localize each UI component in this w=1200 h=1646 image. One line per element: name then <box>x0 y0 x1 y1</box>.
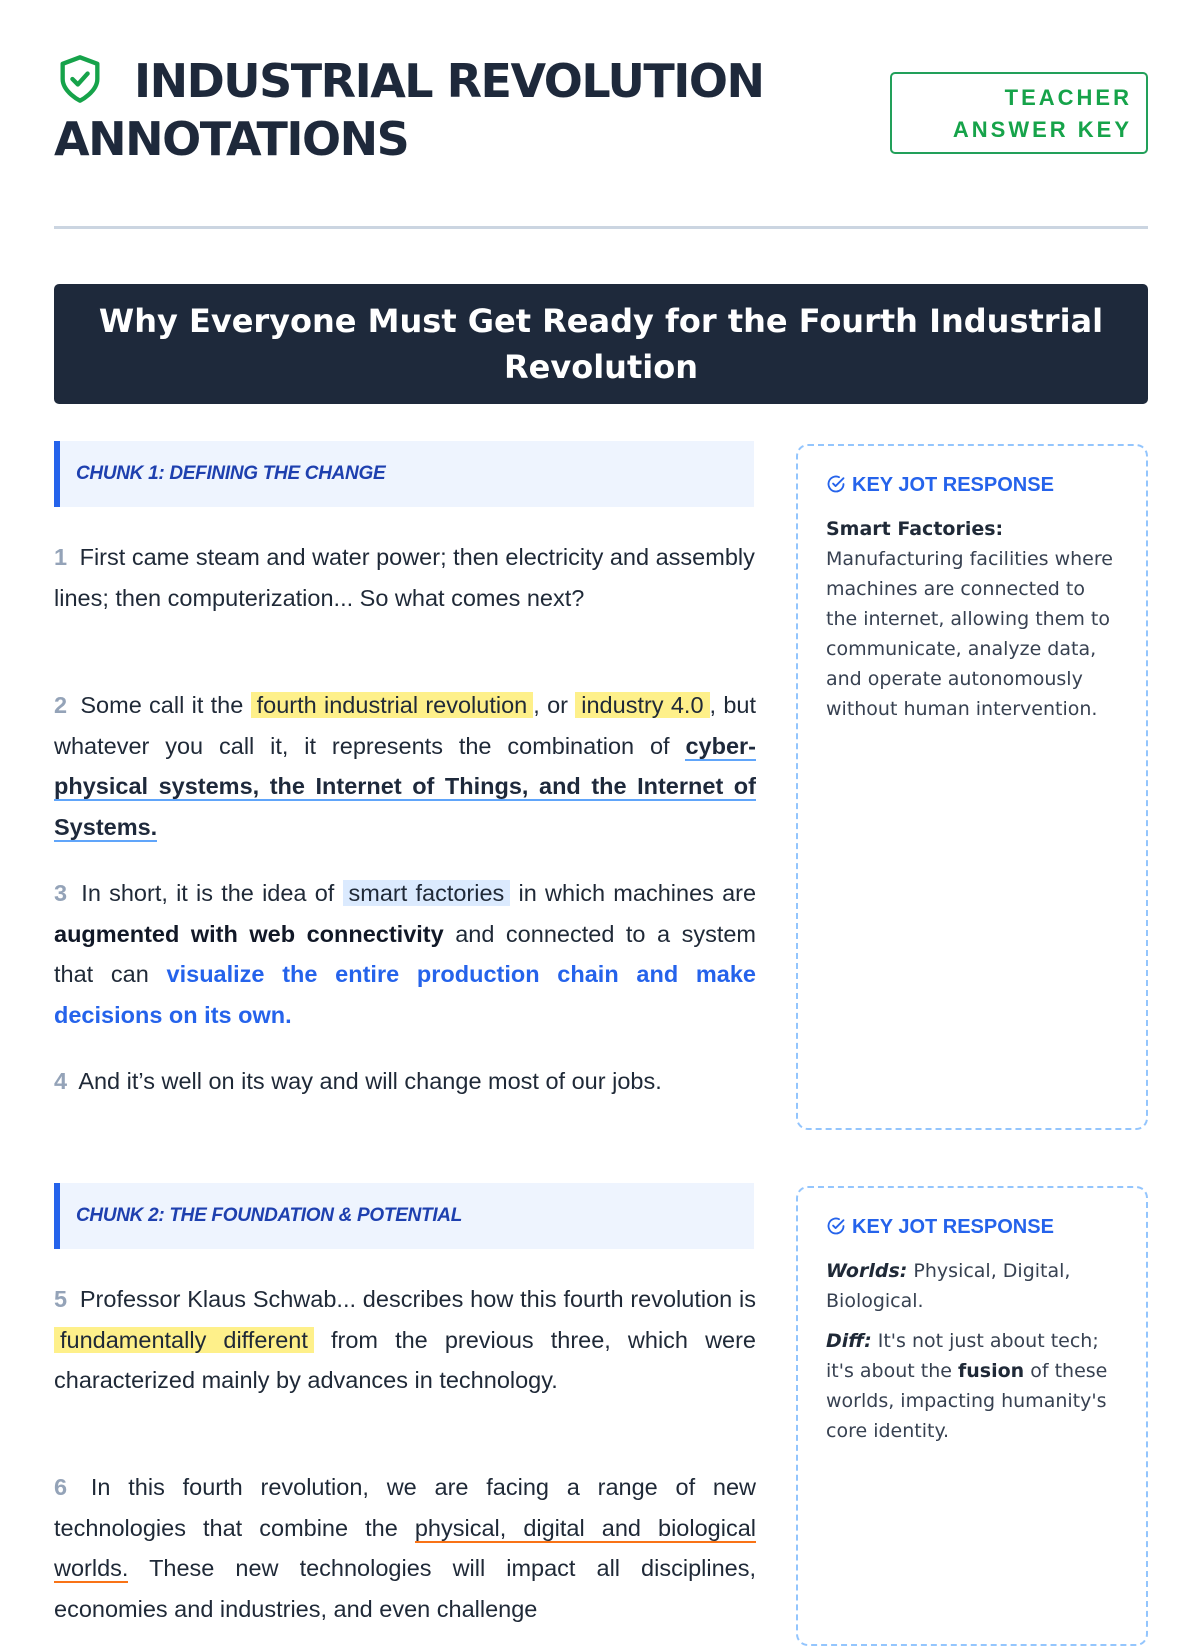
header-divider <box>54 226 1148 229</box>
paragraph-text: In this fourth revolution, we are facing a range of new technologies that combine the <box>54 1474 757 1541</box>
paragraph-text: , or <box>533 692 568 718</box>
paragraph-text: In short, it is the idea of <box>81 880 335 906</box>
paragraph-number: 3 <box>54 880 68 906</box>
circle-check-icon <box>826 474 846 494</box>
blue-key-phrase: visualize the entire production chain and make decisions on its own. <box>54 961 756 1028</box>
key-jot-response-1 <box>796 444 1148 1130</box>
jot-text: It's not just about tech; it's about the <box>826 1330 1099 1382</box>
jot-heading-text: KEY JOT RESPONSE <box>852 474 1054 496</box>
jot-term: Smart Factories: <box>826 518 1004 540</box>
paragraph-number: 1 <box>54 544 68 570</box>
page-title <box>54 52 834 168</box>
highlight-yellow: fundamentally different <box>54 1327 314 1353</box>
teacher-answer-key-badge: TEACHER ANSWER KEY <box>890 72 1148 154</box>
jot-text: of these worlds, impacting humanity's core identity. <box>826 1360 1108 1442</box>
jot-heading <box>826 1214 1118 1240</box>
highlight-yellow: fourth industrial revolution <box>251 692 534 718</box>
paragraph-text: Some call it the <box>80 692 244 718</box>
paragraph-text: And it’s well on its way and will change most of our jobs. <box>78 1068 662 1094</box>
highlight-blue: smart factories <box>343 880 511 906</box>
chunk-2-heading: CHUNK 2: THE FOUNDATION & POTENTIAL <box>54 1183 754 1249</box>
jot-heading-text: KEY JOT RESPONSE <box>852 1216 1054 1238</box>
jot-emphasis: fusion <box>957 1360 1025 1382</box>
paragraph-number: 4 <box>54 1068 68 1094</box>
paragraph-text: These new technologies will impact all disciplines, economies and industries, and even challenge <box>54 1555 757 1622</box>
jot-body <box>826 1326 1118 1446</box>
paragraph-2 <box>54 685 756 847</box>
shield-check-icon <box>54 53 106 105</box>
jot-heading <box>826 472 1118 498</box>
highlight-yellow: industry 4.0 <box>575 692 709 718</box>
paragraph-6 <box>54 1467 756 1629</box>
paragraph-text: First came steam and water power; then electricity and assembly lines; then computerization... So what comes next? <box>54 544 755 611</box>
jot-label: Diff: <box>826 1330 872 1352</box>
paragraph-4 <box>54 1061 756 1102</box>
chunk-1-heading: CHUNK 1: DEFINING THE CHANGE <box>54 441 754 507</box>
paragraph-text: from the previous three, which were characterized mainly by advances in technology. <box>54 1326 757 1393</box>
paragraph-3 <box>54 873 756 1035</box>
jot-definition: Manufacturing facilities where machines are connected to the internet, allowing them to communicate, analyze data, and operate autonomously without human intervention. <box>826 548 1113 720</box>
paragraph-text: Professor Klaus Schwab... describes how this fourth revolution is <box>79 1286 756 1312</box>
paragraph-number: 2 <box>54 692 68 718</box>
underlined-key-phrase: physical, digital and biological worlds. <box>54 1514 756 1581</box>
jot-body <box>826 514 1118 724</box>
article-title-banner: Why Everyone Must Get Ready for the Fourth Industrial Revolution <box>54 284 1148 404</box>
paragraph-text: , but whatever you call it, it represents the combination of <box>54 692 757 759</box>
jot-label: Worlds: <box>826 1260 908 1282</box>
bold-phrase: augmented with web connectivity <box>54 920 444 947</box>
circle-check-icon <box>826 1216 846 1236</box>
paragraph-5 <box>54 1279 756 1401</box>
underlined-key-phrase: cyber-physical systems, the Internet of Things, and the Internet of Systems. <box>54 732 757 840</box>
jot-body <box>826 1256 1118 1316</box>
page-title-text: INDUSTRIAL REVOLUTION ANNOTATIONS <box>54 54 764 166</box>
key-jot-response-2 <box>796 1186 1148 1646</box>
paragraph-number: 5 <box>54 1286 68 1312</box>
paragraph-1 <box>54 537 756 618</box>
paragraph-number: 6 <box>54 1474 68 1500</box>
jot-text: Physical, Digital, Biological. <box>826 1260 1071 1312</box>
paragraph-text: in which machines are <box>518 880 757 906</box>
paragraph-text: and connected to a system that can <box>54 920 757 987</box>
page-header <box>54 52 1148 172</box>
